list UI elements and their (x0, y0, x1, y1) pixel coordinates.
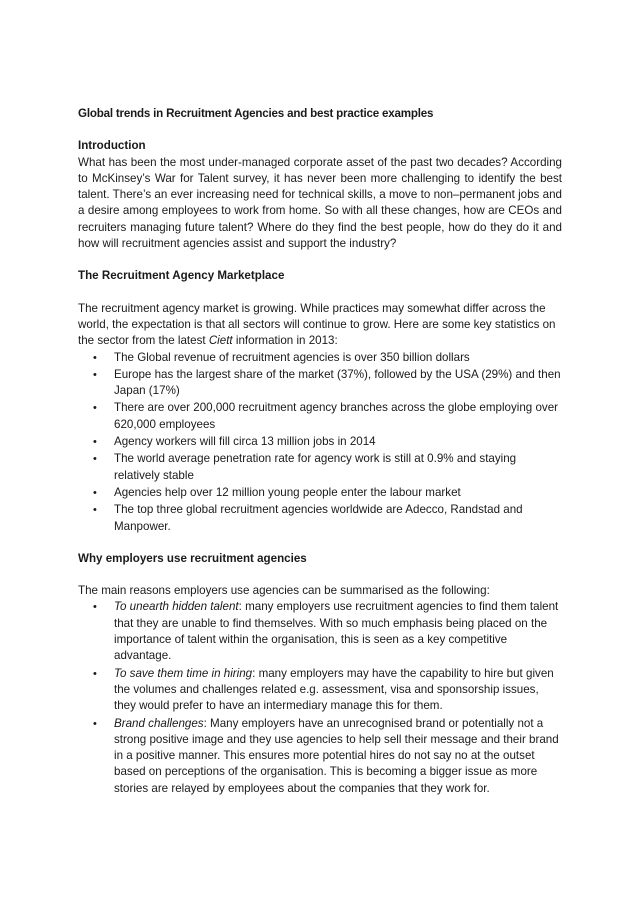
marketplace-statistics-list (78, 350, 562, 535)
list-item-text: : many employers may have the capability to hire but given the volumes and challenges related e.g. assessment, visa and sponsorship issues, they would prefer to have an intermediary manage this for them. (114, 666, 554, 713)
list-item-text: : many employers use recruitment agencies to find them talent that they are unable to find themselves. With so much emphasis being placed on the importance of talent within the organisation, this is seen as a key competitive advantage. (114, 600, 559, 663)
document-page (78, 106, 562, 813)
list-item-text: The Global revenue of recruitment agencies is over 350 billion dollars (114, 350, 470, 364)
marketplace-intro-paragraph (78, 301, 562, 350)
list-item (78, 666, 562, 715)
bullet-icon: • (93, 351, 97, 364)
bullet-icon: • (93, 436, 97, 449)
introduction-heading: Introduction (78, 139, 146, 153)
list-item-text: : Many employers have an unrecognised brand or potentially not a strong positive image and they use agencies to help sell their message and their brand in a positive manner. This ensures more potential hires do not say no at the outset based on perceptions of the organisation. This is becoming a bigger issue as more stories are relayed by employees about the companies that they work for. (114, 716, 559, 795)
why-employers-list (78, 599, 562, 797)
list-item-term: To unearth hidden talent (114, 600, 239, 614)
bullet-icon: • (93, 402, 97, 415)
bullet-icon: • (93, 368, 97, 381)
bullet-icon: • (93, 504, 97, 517)
list-item (78, 716, 562, 797)
marketplace-intro-before: The recruitment agency market is growing. While practices may somewhat differ across the world, the expectation is that all sectors will continue to grow. Here are some key statistics on the sector from the latest (78, 301, 556, 348)
list-item-term: To save them time in hiring (114, 666, 253, 680)
marketplace-heading: The Recruitment Agency Marketplace (78, 269, 285, 283)
list-item-text: Agency workers will fill circa 13 million jobs in 2014 (114, 435, 376, 449)
bullet-icon: • (93, 601, 97, 614)
list-item (78, 599, 562, 664)
bullet-icon: • (93, 717, 97, 730)
list-item (78, 367, 562, 400)
list-item-text: Europe has the largest share of the market (37%), followed by the USA (29%) and then Japan (17%) (114, 367, 561, 398)
introduction-paragraph: What has been the most under-managed corporate asset of the past two decades? According to McKinsey’s War for Talent survey, it has never been more challenging to identify the best talent. There’s an ever increasing need for technical skills, a move to non–permanent jobs and a desire among employees to work from home. So with all these changes, how are CEOs and recruiters managing future talent? Where do they find the best people, how do they do it and how will recruitment agencies assist and support the industry? (78, 155, 562, 251)
list-item (78, 400, 562, 433)
list-item-text: Agencies help over 12 million young people enter the labour market (114, 485, 461, 499)
list-item (78, 485, 562, 501)
list-item (78, 434, 562, 450)
document-title: Global trends in Recruitment Agencies and best practice examples (78, 107, 434, 120)
list-item-text: The world average penetration rate for agency work is still at 0.9% and staying relatively stable (114, 452, 517, 482)
why-employers-heading: Why employers use recruitment agencies (78, 551, 307, 565)
list-item (78, 451, 562, 484)
why-employers-intro: The main reasons employers use agencies can be summarised as the following: (78, 584, 490, 598)
list-item (78, 502, 562, 535)
list-item-text: The top three global recruitment agencies worldwide are Adecco, Randstad and Manpower. (114, 503, 523, 533)
bullet-icon: • (93, 667, 97, 680)
bullet-icon: • (93, 486, 97, 499)
list-item-term: Brand challenges (114, 716, 204, 730)
list-item (78, 350, 562, 366)
list-item-text: There are over 200,000 recruitment agency branches across the globe employing over 620,000 employees (114, 401, 559, 431)
marketplace-intro-after: information in 2013: (232, 334, 338, 348)
marketplace-intro-emphasis: Ciett (208, 334, 233, 348)
bullet-icon: • (93, 453, 97, 466)
